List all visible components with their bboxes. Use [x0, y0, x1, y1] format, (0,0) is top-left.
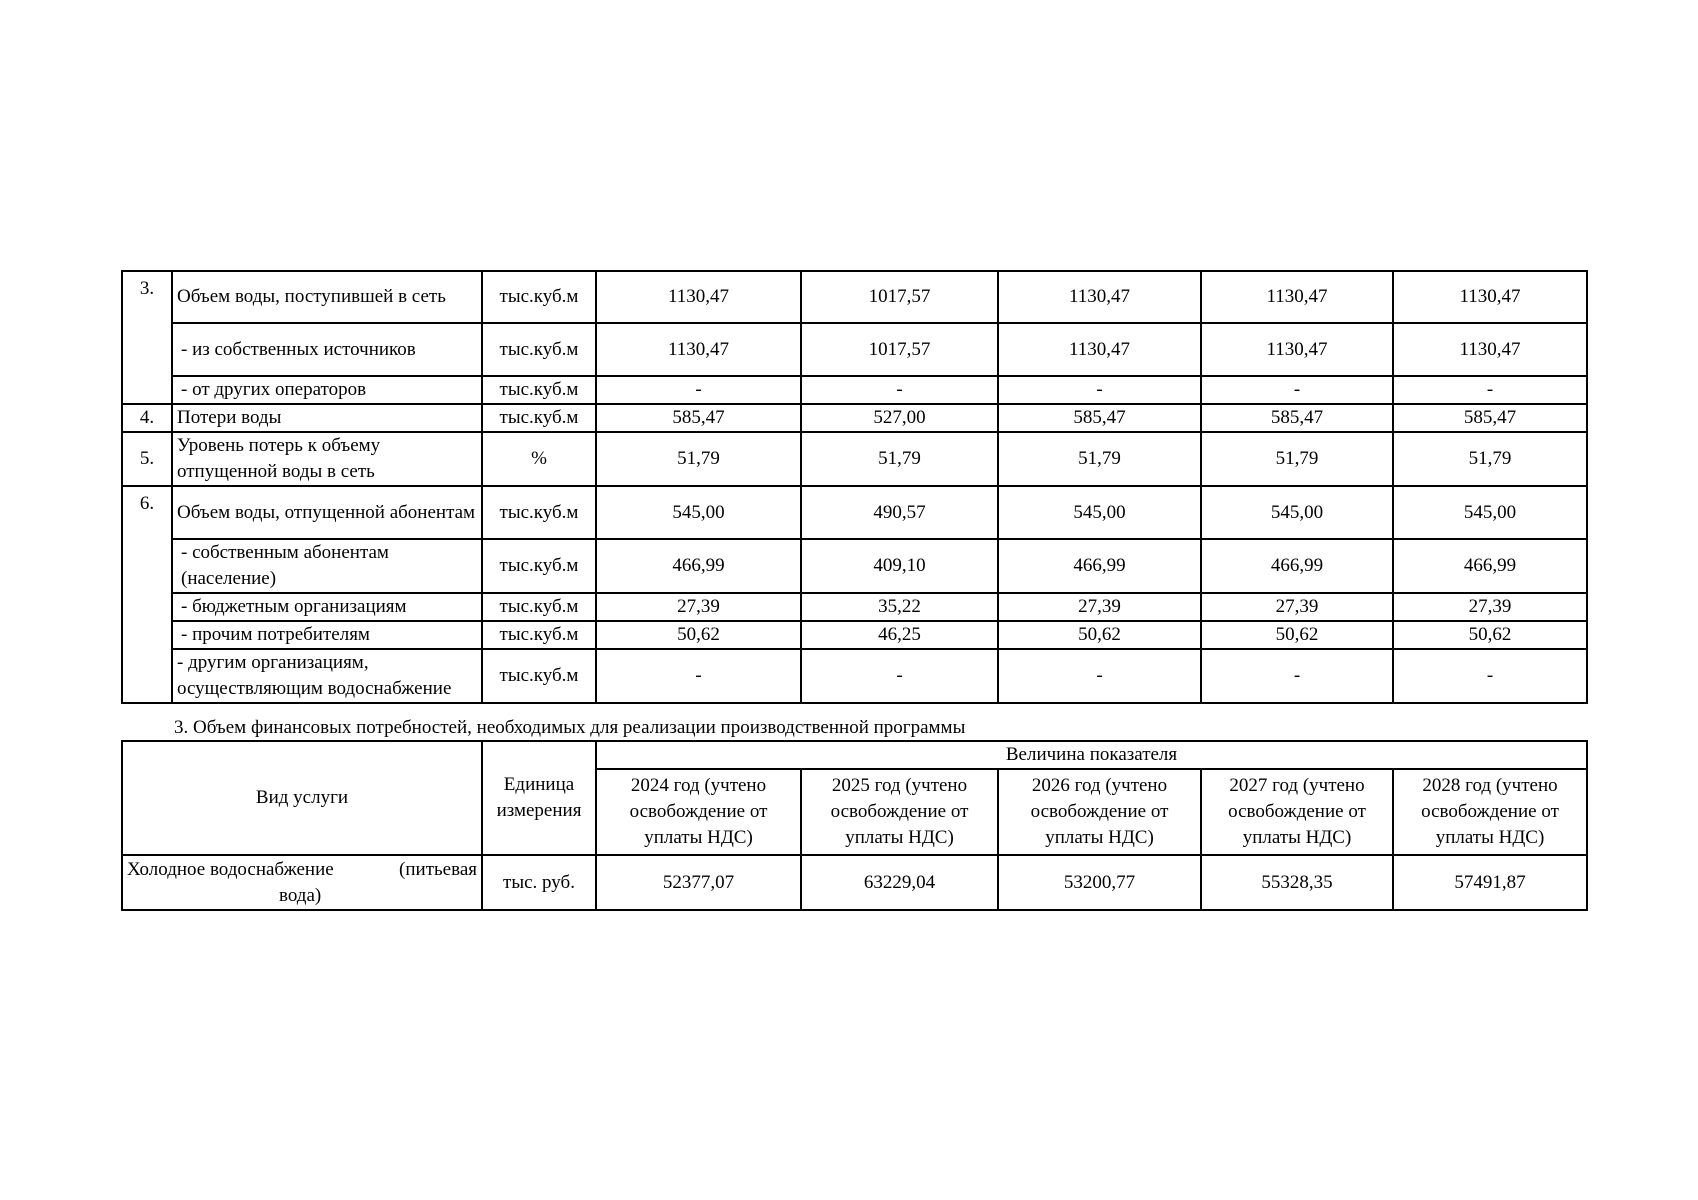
service-name-part: Холодное водоснабжение	[127, 858, 334, 880]
service-name-line	[127, 883, 477, 909]
row-value: 1130,47	[998, 271, 1201, 323]
row-unit: %	[482, 432, 596, 486]
row-value: -	[596, 376, 801, 404]
row-value: 1130,47	[596, 271, 801, 323]
row-value: 50,62	[596, 621, 801, 649]
table-row	[122, 593, 1587, 621]
row-value: 585,47	[998, 404, 1201, 432]
row-number: 4.	[122, 404, 172, 432]
row-unit: тыс.куб.м	[482, 323, 596, 376]
row-value: 1130,47	[1201, 323, 1393, 376]
row-name: - от других операторов	[172, 376, 482, 404]
row-value: 1130,47	[1393, 271, 1587, 323]
row-value: -	[1201, 376, 1393, 404]
financial-needs-table	[121, 740, 1588, 911]
row-value: 51,79	[1393, 432, 1587, 486]
header-unit: Единица измерения	[482, 741, 596, 855]
row-value: -	[801, 649, 998, 703]
row-name: - бюджетным организациям	[172, 593, 482, 621]
header-year: 2026 год (учтено освобождение от уплаты НДС)	[998, 769, 1201, 855]
row-value: 55328,35	[1201, 855, 1393, 910]
header-year: 2028 год (учтено освобождение от уплаты НДС)	[1393, 769, 1587, 855]
row-unit: тыс.куб.м	[482, 271, 596, 323]
row-value: 52377,07	[596, 855, 801, 910]
row-number: 3.	[122, 271, 172, 404]
row-number: 6.	[122, 486, 172, 703]
row-name: - собственным абонентам (население)	[172, 539, 482, 593]
row-value: -	[1393, 376, 1587, 404]
header-year: 2025 год (учтено освобождение от уплаты НДС)	[801, 769, 998, 855]
row-value: -	[998, 649, 1201, 703]
row-unit: тыс.куб.м	[482, 376, 596, 404]
row-value: 27,39	[1201, 593, 1393, 621]
row-name: Объем воды, поступившей в сеть	[172, 271, 482, 323]
row-value: 50,62	[998, 621, 1201, 649]
table-row	[122, 404, 1587, 432]
row-name: Объем воды, отпущенной абонентам	[172, 486, 482, 539]
row-value: 545,00	[998, 486, 1201, 539]
row-name: - другим организациям, осуществляющим водоснабжение	[172, 649, 482, 703]
row-value: 466,99	[596, 539, 801, 593]
service-name-part: (питьевая	[399, 858, 477, 880]
row-unit: тыс.куб.м	[482, 621, 596, 649]
table-row	[122, 649, 1587, 703]
row-value: 490,57	[801, 486, 998, 539]
table-row	[122, 376, 1587, 404]
row-value: 585,47	[596, 404, 801, 432]
row-value: 27,39	[1393, 593, 1587, 621]
row-value: 1130,47	[1201, 271, 1393, 323]
row-value: 1017,57	[801, 271, 998, 323]
row-value: 585,47	[1393, 404, 1587, 432]
header-service-type: Вид услуги	[122, 741, 482, 855]
header-value-group: Величина показателя	[596, 741, 1587, 769]
row-value: -	[1201, 649, 1393, 703]
row-value: 1130,47	[1393, 323, 1587, 376]
row-name: Уровень потерь к объему отпущенной воды в сеть	[172, 432, 482, 486]
row-value: 466,99	[1201, 539, 1393, 593]
row-value: 527,00	[801, 404, 998, 432]
row-value: 50,62	[1393, 621, 1587, 649]
row-value: 545,00	[596, 486, 801, 539]
table-row	[122, 539, 1587, 593]
row-value: 51,79	[1201, 432, 1393, 486]
header-row	[122, 741, 1587, 769]
row-value: 585,47	[1201, 404, 1393, 432]
row-value: 545,00	[1393, 486, 1587, 539]
row-value: 466,99	[998, 539, 1201, 593]
header-year: 2024 год (учтено освобождение от уплаты НДС)	[596, 769, 801, 855]
section-heading: 3. Объем финансовых потребностей, необходимых для реализации производственной программы	[174, 717, 966, 738]
water-balance-table	[121, 270, 1588, 704]
row-value: 51,79	[998, 432, 1201, 486]
row-value: 46,25	[801, 621, 998, 649]
table-row	[122, 855, 1587, 910]
row-value: 466,99	[1393, 539, 1587, 593]
table-row	[122, 271, 1587, 323]
row-value: 1130,47	[998, 323, 1201, 376]
service-name-line	[127, 857, 477, 883]
table-row	[122, 323, 1587, 376]
table-row	[122, 486, 1587, 539]
row-unit: тыс.куб.м	[482, 404, 596, 432]
row-value: -	[998, 376, 1201, 404]
row-value: 409,10	[801, 539, 998, 593]
row-value: 51,79	[596, 432, 801, 486]
row-value: 51,79	[801, 432, 998, 486]
row-value: -	[596, 649, 801, 703]
row-value: 53200,77	[998, 855, 1201, 910]
service-name-part: вода)	[279, 884, 322, 906]
row-value: 35,22	[801, 593, 998, 621]
row-value: 1017,57	[801, 323, 998, 376]
row-unit: тыс. руб.	[482, 855, 596, 910]
row-unit: тыс.куб.м	[482, 593, 596, 621]
row-value: -	[801, 376, 998, 404]
row-name: - из собственных источников	[172, 323, 482, 376]
row-value: 50,62	[1201, 621, 1393, 649]
row-number: 5.	[122, 432, 172, 486]
row-value: 545,00	[1201, 486, 1393, 539]
row-value: 63229,04	[801, 855, 998, 910]
row-value: 57491,87	[1393, 855, 1587, 910]
row-value: 1130,47	[596, 323, 801, 376]
table-row	[122, 621, 1587, 649]
table-row	[122, 432, 1587, 486]
row-unit: тыс.куб.м	[482, 649, 596, 703]
row-value: 27,39	[998, 593, 1201, 621]
row-name: - прочим потребителям	[172, 621, 482, 649]
row-unit: тыс.куб.м	[482, 486, 596, 539]
header-year: 2027 год (учтено освобождение от уплаты НДС)	[1201, 769, 1393, 855]
row-name: Потери воды	[172, 404, 482, 432]
row-value: -	[1393, 649, 1587, 703]
row-value: 27,39	[596, 593, 801, 621]
service-name-cell	[122, 855, 482, 910]
row-unit: тыс.куб.м	[482, 539, 596, 593]
